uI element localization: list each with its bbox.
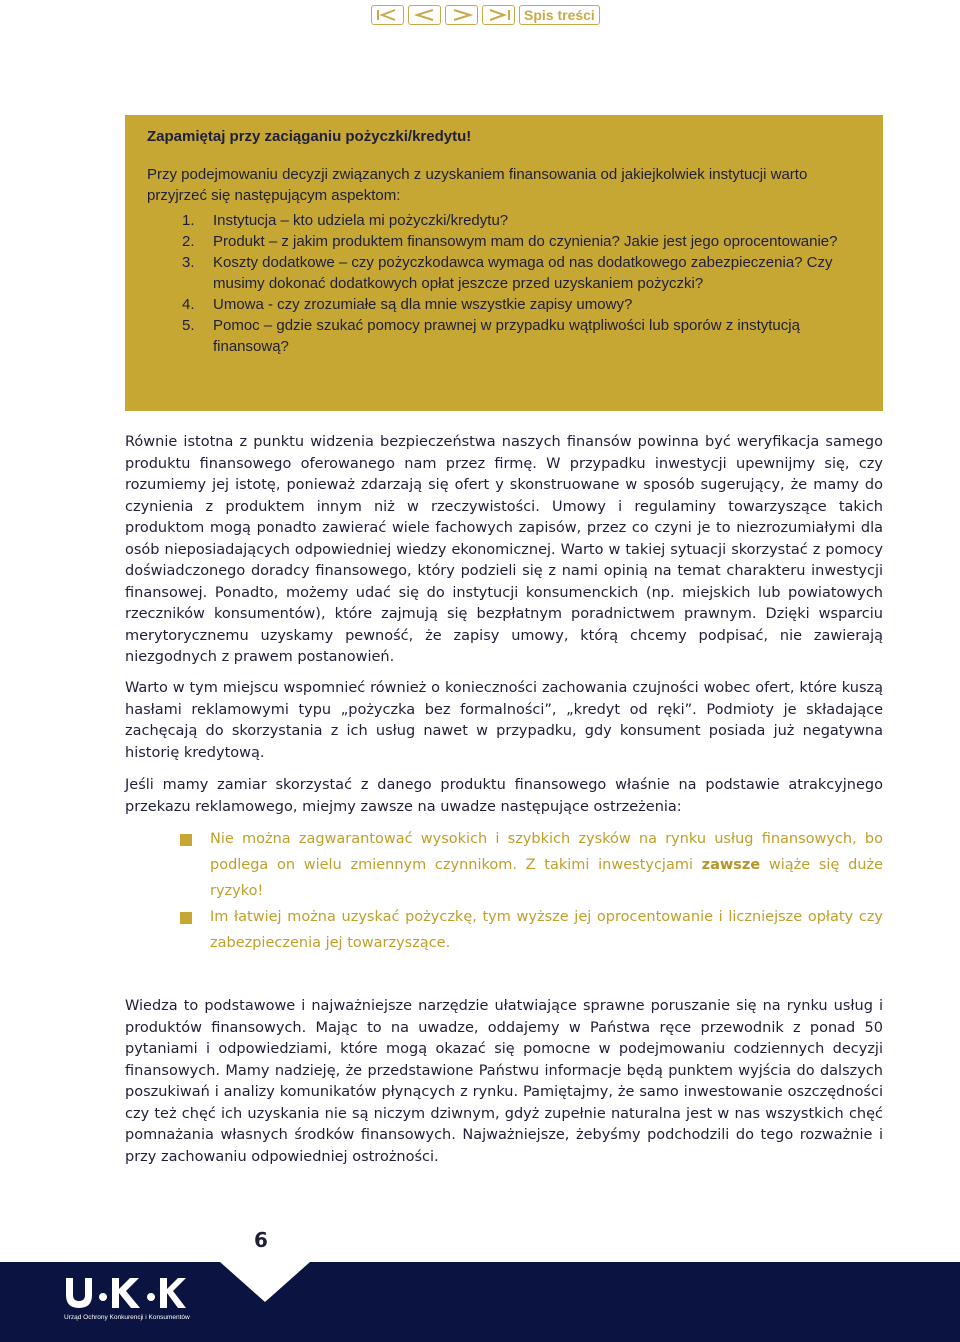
next-page-icon bbox=[449, 8, 475, 22]
last-page-icon bbox=[486, 8, 512, 22]
list-item: 4. Umowa - czy zrozumiałe są dla mnie wszystkie zapisy umowy? bbox=[182, 296, 633, 313]
paragraph-advertising-caution: Warto w tym miejscu wspomnieć również o konieczności zachowania czujności wobec ofert, które kuszą hasłami reklamowymi typu „pożyczka bez formalności”, „kredyt od ręki”. Podmioty je składające zachęcają do skorzystania z ich usług nawet w przypadku, gdy konsument posiada już negatywna historię kredytową. bbox=[125, 680, 883, 761]
paragraph-warnings-intro: Jeśli mamy zamiar skorzystać z danego produktu finansowego właśnie na podstawie atrakcyjnego przekazu reklamowego, miejmy zawsze na uwadze następujące ostrzeżenia: bbox=[125, 777, 883, 815]
footer-notch-decoration bbox=[220, 1262, 310, 1302]
reminder-box bbox=[125, 115, 883, 411]
first-page-icon bbox=[375, 8, 401, 22]
first-page-button[interactable] bbox=[371, 5, 404, 25]
square-bullet-icon bbox=[180, 834, 192, 846]
paragraph-product-verification: Równie istotna z punktu widzenia bezpieczeństwa naszych finansów powinna być weryfikacja samego produktu finansowego oferowanego nam przez firmę. W przypadku inwestycji upewnijmy się, czy rozumiemy jej istotę, ponieważ zdarzają się ofert y skonstruowane w sposób sugerujący, że mamy do czynienia z produktem innym niż w rzeczywistości. Umowy i regulaminy towarzyszące takich produktom mogą ponadto zawierać wiele fachowych zapisów, przez co czyni je to niezrozumiałymi dla osób nieposiadających odpowiedniej wiedzy ekonomicznej. Warto w takiej sytuacji skorzystać z pomocy doświadczonego doradcy finansowego, który podzieli się z nami opinią na temat charakteru inwestycji finansowej. Ponadto, możemy udać się do instytucji konsumenckich (np. miejskich lub powiatowych rzeczników konsumentów), które zajmują się bezpłatnym poradnictwem prawnym. Dzięki wsparciu merytorycznemu uzyskamy pewność, że zapisy umowy, którą chcemy podpisać, nie zawierają niezgodnych z prawem postanowień. bbox=[125, 434, 883, 665]
last-page-button[interactable] bbox=[482, 5, 515, 25]
list-item: 5. Pomoc – gdzie szukać pomocy prawnej w przypadku wątpliwości lub sporów z instytucją finansową? bbox=[182, 317, 800, 355]
previous-page-button[interactable] bbox=[408, 5, 441, 25]
box-intro: Przy podejmowaniu decyzji związanych z uzyskaniem finansowania od jakiejkolwiek instytucji warto przyjrzeć się następującym aspektom: bbox=[147, 166, 808, 204]
aspects-list bbox=[147, 210, 863, 357]
next-page-button[interactable] bbox=[445, 5, 478, 25]
list-item: 3. Koszty dodatkowe – czy pożyczkodawca wymaga od nas dodatkowego zabezpieczenia? Czy musimy dokonać dodatkowych opłat jeszcze przed uzyskaniem pożyczki? bbox=[182, 254, 833, 292]
paragraph-conclusion: Wiedza to podstawowe i najważniejsze narzędzie ułatwiające sprawne poruszanie się na rynku usług i produktów finansowych. Mając to na uwadze, oddajemy w Państwa ręce przewodnik z ponad 50 pytaniami i odpowiedziami, które mogą okazać się pomocne w podejmowaniu codziennych decyzji finansowych. Mamy nadzieję, że przedstawione Państwu informacje będą punktem wyjścia do dalszych poszukiwań i analizy komunikatów płynących z rynku. Pamiętajmy, że samo inwestowanie oszczędności czy też chęć ich uzyskania nie są niczym dziwnym, gdyż zupełnie naturalna jest w nas wszystkich chęć pomnażania własnych środków finansowych. Najważniejsze, żebyśmy podchodzili do tego rozważnie i przy zachowaniu odpowiedniej ostrożności. bbox=[125, 998, 883, 1165]
list-item: 1. Instytucja – kto udziela mi pożyczki/kredytu? bbox=[182, 212, 509, 229]
warning-item: Im łatwiej można uzyskać pożyczkę, tym wyższe jej oprocentowanie i liczniejsze opłaty czy zabezpieczenia jej towarzyszące. bbox=[180, 904, 883, 956]
box-title: Zapamiętaj przy zaciąganiu pożyczki/kredytu! bbox=[147, 128, 472, 145]
page-number: 6 bbox=[254, 1228, 268, 1252]
warnings-list bbox=[180, 826, 883, 956]
previous-page-icon bbox=[412, 8, 438, 22]
table-of-contents-button[interactable]: Spis treści bbox=[519, 5, 600, 25]
warning-item: Nie można zagwarantować wysokich i szybkich zysków na rynku usług finansowych, bo podlega on wielu zmiennym czynnikom. Z takimi inwestycjami zawsze wiąże się duże ryzyko! bbox=[180, 826, 883, 904]
page-navigation bbox=[371, 5, 600, 25]
list-item: 2. Produkt – z jakim produktem finansowym mam do czynienia? Jakie jest jego oprocentowanie? bbox=[182, 233, 838, 250]
institution-name: Urząd Ochrony Konkurencji i Konsumentów bbox=[64, 1314, 190, 1321]
square-bullet-icon bbox=[180, 912, 192, 924]
uokik-logo bbox=[62, 1275, 187, 1311]
